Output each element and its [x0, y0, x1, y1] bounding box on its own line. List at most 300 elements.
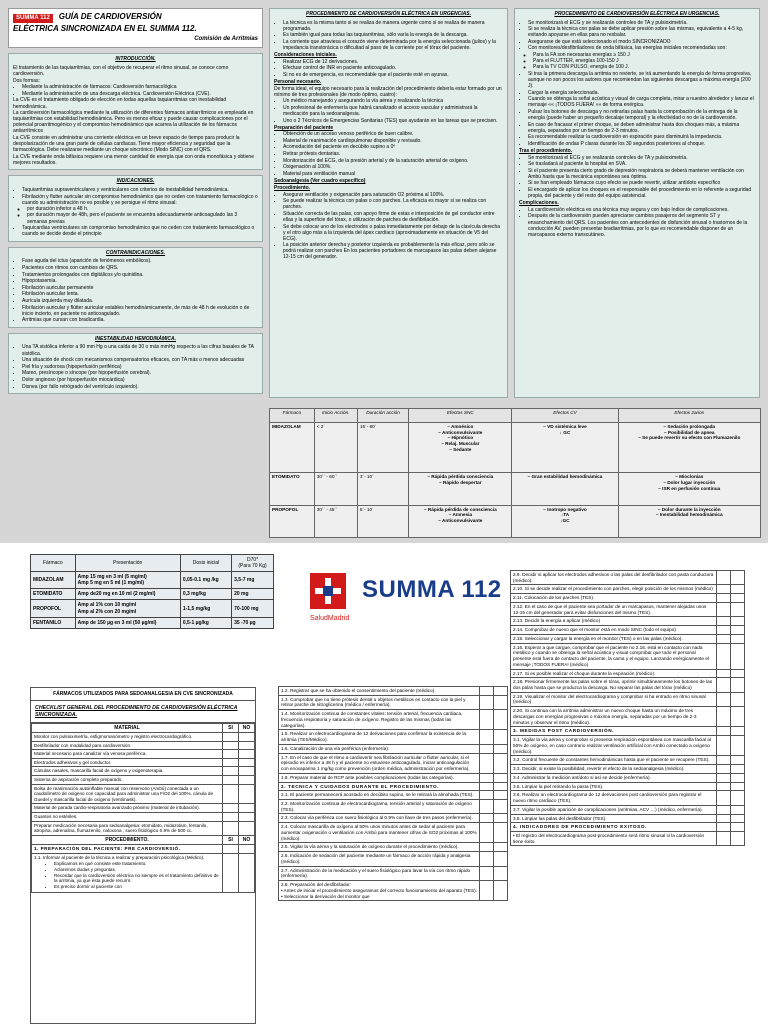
table-cell: – VD sistémica leve ↓ GC [512, 422, 618, 473]
table-row [511, 805, 745, 814]
procedure-item: • La corriente que atraviesa el corazón viene determinada por la energía seleccionada (julios) y la impedancia transtorácica o dificultad al paso de la corriente por el tórax del paciente. [283, 39, 503, 51]
checklist-item: Electrodos adhesivos y gel conductor. [32, 758, 223, 767]
table-cell: 35 -70 µg [232, 617, 274, 628]
checklist-item: 3.4. Administrar la medición antídoto si así se decide (enfermería). [511, 773, 717, 782]
procedure-step: • Asegurar ventilación y oxigenación para saturación O2 próxima al 100%. [283, 192, 503, 198]
table-header-row [32, 724, 255, 733]
prep-item: • Obtención de un acceso venoso periférico de buen calibre. [283, 131, 503, 137]
checkbox-no[interactable] [239, 741, 255, 750]
checklist-item: 2.7. Administración de la medicación y el suero fisiológico para lavar la vía con ritmo rápido (enfermería). [279, 866, 480, 880]
checkbox-no[interactable] [494, 695, 508, 709]
checkbox-si[interactable] [717, 831, 731, 845]
checkbox-no[interactable] [731, 756, 745, 765]
table-header: SI [223, 835, 239, 844]
indication-subitem: ◦ por duración mayor de 48h, pero el paciente se encuentra adecuadamente anticoagulado las 3 semanas previas [27, 212, 258, 224]
checklist-item: 3.1. Vigilar la vía aérea y comprobar si presenta respiración espontánea con mascarilla facial al 50% de oxígeno, en caso contrario realizar ventilación artificial con Ambú conectado a oxígeno (médico). [511, 736, 717, 756]
instability-section [8, 333, 263, 394]
after-item: • Si el paciente presenta cierto grado de depresión respiratoria se deberá mantener ventilación con Ambú hasta que la mecánica espontánea sea óptima. [528, 168, 755, 180]
procedure-step: • Situación correcta de las palas, con apoyo firme de estas e interposición de gel conductor entre ellas y la superficie del tórax, o utilización de parches de desfibrilación. [283, 211, 503, 223]
staff-item: • Un profesional de enfermería que habrá canalizado el acceso vascular y administrará la medicación para la sedoanalgesia. [283, 105, 503, 117]
intro-paragraph: La CVE consiste en administrar una corriente eléctrica en un breve espacio de tiempo para producir la despolarización de una gran parte de células cardíacas. Tiene mayor eficiencia y seguridad que la farmacológica. Debe realizarse mediante un choque sincrónico (Modo SINC) con el QRS. [13, 135, 240, 154]
table-row [511, 773, 745, 782]
checkbox-si[interactable] [480, 866, 494, 880]
checkbox-si[interactable] [717, 782, 731, 791]
table-row [511, 634, 745, 643]
table-row [270, 422, 761, 473]
checkbox-si[interactable] [717, 814, 731, 823]
saludmadrid-label: SaludMadrid [310, 615, 350, 622]
checklist-item: Material de parada cardio-respiratoria avanzado próximo (material de intubación). [32, 804, 223, 813]
checkbox-si[interactable] [480, 773, 494, 782]
guide-page-2 [0, 549, 768, 1024]
table-row [32, 804, 255, 813]
staff-heading: Personal necesario. [274, 78, 322, 85]
procedure-item: • En caso de fracasar el primer choque, se deben administrar hasta dos choques más, a máxima energía, separados por un tiempo de 2-3 minutos. [528, 122, 755, 134]
table-header: Efectos SNC [409, 409, 512, 423]
checkbox-no[interactable] [494, 773, 508, 782]
checkbox-si[interactable] [717, 643, 731, 669]
table-row [279, 852, 508, 866]
checkbox-no[interactable] [731, 805, 745, 814]
checkbox-si[interactable] [223, 853, 239, 892]
intro-section [8, 53, 263, 170]
checkbox-no[interactable] [494, 814, 508, 823]
table-row [511, 727, 745, 736]
indication-item: • Taquiarritmias supraventriculares y ventriculares con criterios de inestabilidad hemodinámica. [22, 187, 258, 193]
table-header: PROCEDIMIENTO. [32, 835, 223, 844]
checklist-item: 2.19. Visualizar el monitor del electrocardiograma y comprobar si ha entrado en ritmo sinusal (médico) [511, 692, 717, 706]
procedure-item: • Si se realiza la técnica con palas se debe aplicar presión sobre las mismas, equivalente a 4-5 kg, evitando apoyarse en ellas para no resbalar. [528, 26, 755, 38]
checklist-item: 2.4. Colocar mascarilla de oxígeno al 50% unos minutos antes de sedar al paciente para aumentar oxigenación o ventilación con Ambú para mantener cifras de SO2 próximas al 100% (médico). [279, 823, 480, 843]
checkbox-si[interactable] [717, 571, 731, 585]
procedure-item: • Identificación de ondas P claras durante los 30 segundos posteriores al choque. [528, 141, 755, 147]
checkbox-si[interactable] [717, 756, 731, 765]
table-row [279, 687, 508, 696]
after-item: • Se trasladará al paciente la hospital en SVA. [528, 161, 755, 167]
checkbox-no[interactable] [731, 765, 745, 774]
checklist-item [32, 853, 223, 892]
procedure-continued-section [514, 8, 760, 398]
procedure-item: • La técnica es la misma tanto si se realiza de manera urgente como si se realiza de manera programada. [283, 20, 503, 32]
checkbox-no[interactable] [731, 626, 745, 635]
checkbox-no[interactable] [731, 669, 745, 678]
checkbox-no[interactable] [731, 643, 745, 669]
checkbox-si[interactable] [480, 744, 494, 753]
table-cell: 3´- 10´ [357, 473, 408, 505]
checkbox-no[interactable] [494, 744, 508, 753]
checkbox-si[interactable] [480, 823, 494, 843]
checkbox-no[interactable] [239, 813, 255, 822]
table-row [279, 866, 508, 880]
checklist-item: 1.8. Preparar material de RCP ante posibles complicaciones (todas las categorías). [279, 773, 480, 782]
table-cell: 1-1,5 mg/kg [180, 600, 231, 617]
table-row [511, 765, 745, 774]
checklist-item: Desfibrilador con modalidad para cardioversión. [32, 741, 223, 750]
contraindication-item: • Aurícula izquierda muy dilatada. [22, 298, 258, 304]
prep-item: • Monitorización del ECG, de la presión arterial y de la saturación arterial de oxígeno. [283, 158, 503, 164]
checklist-item: 2.20. Si continua con la arritmia administrar un nuevo choque hasta un máximo de tres descargas con energías progresivas o máxima energía, separadas por un tiempo de 2-3 minutos y observar el ritmo (médico). [511, 707, 717, 727]
checkbox-no[interactable] [494, 791, 508, 800]
checkbox-no[interactable] [239, 776, 255, 785]
checkbox-no[interactable] [494, 753, 508, 773]
checkbox-no[interactable] [731, 634, 745, 643]
checkbox-si[interactable] [717, 773, 731, 782]
checklist-subitem: • Aclaremos dudas y preguntas. [54, 867, 220, 873]
checkbox-no[interactable] [494, 881, 508, 901]
checkbox-si[interactable] [717, 765, 731, 774]
table-header-row [270, 409, 761, 423]
table-cell: 30´´ - 45´´ [314, 505, 357, 537]
checkbox-si[interactable] [480, 852, 494, 866]
sedoanalgesia-drugs-caption: FÁRMACOS UTILIZADOS PARA SEDOANALGESIA EN CVE SINCRONIZADA [31, 688, 255, 701]
checkbox-si[interactable] [223, 813, 239, 822]
table-header-row [32, 835, 255, 844]
table-row [511, 643, 745, 669]
checkbox-si[interactable] [223, 821, 239, 835]
checkbox-no[interactable] [731, 736, 745, 756]
contraindication-item: • Fibrilación auricular permanente [22, 285, 258, 291]
checkbox-no[interactable] [494, 710, 508, 730]
table-row [32, 844, 255, 853]
checkbox-si[interactable] [223, 750, 239, 759]
checklist-middle-column [278, 686, 508, 1024]
sedoanalgesia-heading: Sedoanalgesia (Ver cuadro específico) [274, 177, 366, 184]
table-cell: Amp de 150 µg en 3 ml (50 µg/ml) [75, 617, 180, 628]
checkbox-si[interactable] [480, 730, 494, 744]
table-row [279, 782, 508, 791]
table-cell: PROPOFOL [270, 505, 315, 537]
checklist-item: 1.3. Comprobar que no tiene prótesis dental u objetos metálicos en contacto con la piel y retirar parche de nitroglicerina (médico / enfermería). [279, 695, 480, 709]
checkbox-si[interactable] [480, 814, 494, 823]
checklist-group: 2. TECNICA Y CUIDADOS DURANTE EL PROCEDIMIENTO. [279, 782, 480, 791]
checklist-item: 2.14. Comprobar de nuevo que el monitor está en modo SINC (todo el equipo) [511, 626, 717, 635]
checkbox-no[interactable] [494, 823, 508, 843]
checklist-item: 2.18. Presionar firmemente las palas sobre el tórax, oprimir simultáneamente los botones de las dos palas hasta que se produzca la descarga. No separar las palas del tórax (médico) [511, 678, 717, 692]
table-cell: – Dolor durante la inyección – Inestabilidad hemodinámica [618, 505, 760, 537]
checkbox-si[interactable] [717, 791, 731, 805]
table-row [32, 750, 255, 759]
indication-item: • Fibrilación y flutter auricular sin compromiso hemodinámico que no ceden con tratamiento farmacológico o cuando su administración no es posible y se persigue el ritmo sinusal: [22, 194, 258, 206]
table-cell: 5´- 10´ [357, 505, 408, 537]
table-row [279, 814, 508, 823]
checkbox-no[interactable] [239, 750, 255, 759]
checkbox-si[interactable] [717, 626, 731, 635]
table-row [32, 776, 255, 785]
procedure-item: • Es recomendable realizar la cardioversión en espiración pues disminuirá la impedancia. [528, 134, 755, 140]
considerations-heading: Consideraciones iniciales. [274, 52, 337, 59]
table-header: Presentación [75, 555, 180, 572]
table-row [511, 602, 745, 616]
table-cell: – Sedación prolongada – Posibilidad de apnea – Se puede revertir su efecto con Flumazenilo [618, 422, 760, 473]
summa-brand [310, 569, 510, 639]
procedure-step: • La posición anterior derecha y posterior izquierda es probablemente la más eficaz, pero sólo se podrá realizar con parches En los pacientes portadores de marcapasos las palas deben alejarse 12-15 cm del generador. [283, 242, 503, 260]
table-row [32, 813, 255, 822]
checkbox-no[interactable] [494, 866, 508, 880]
table-row [511, 782, 745, 791]
table-cell: 15´- 80´ [357, 422, 408, 473]
checklist-column [30, 687, 256, 1024]
instability-title: INESTABILIDAD HEMODINÁMICA. [94, 335, 176, 342]
checklist-item: 3.8. Limpiar las palas del desfibrilador (TES). [511, 814, 717, 823]
checkbox-no[interactable] [239, 758, 255, 767]
contraindications-title: CONTRAINDICACIONES. [105, 249, 166, 256]
checkbox-si[interactable] [223, 784, 239, 804]
table-header: Duración acción [357, 409, 408, 423]
staff-item: • Uno o 2 Técnicos de Emergencias Sanitarias (TES) que ayudarán en las tareas que se precisen. [283, 118, 503, 124]
checkbox-si[interactable] [223, 776, 239, 785]
table-cell: – Mioclonías – Dolor lugar inyección – ISR en perfusión continua [618, 473, 760, 505]
checklist-item: 2.11. Colocación de los parches (TES). [511, 594, 717, 603]
consideration-item: • Efectuar control de INR en paciente anticoagulado. [283, 65, 503, 71]
checkbox-si[interactable] [480, 687, 494, 696]
table-row [32, 784, 255, 804]
table-row [511, 669, 745, 678]
checkbox-si[interactable] [717, 634, 731, 643]
checkbox-no[interactable] [731, 602, 745, 616]
table-cell: < 2´ [314, 422, 357, 473]
checkbox-no[interactable] [731, 782, 745, 791]
intro-paragraph: La CVE es el tratamiento obligado de elección en todas aquellas taquiarritmias con inestabilidad hemodinámica. [13, 97, 227, 110]
checklist-item: 2.1. El paciente permanecerá acostado en decúbito supino, se le retirará la almohada (TES). [279, 791, 480, 800]
checklist-group: 4. INDICADORES DE PROCEDIMIENTO EXITOSO. [511, 823, 717, 832]
checkbox-si[interactable] [480, 753, 494, 773]
table-cell: Amp de20 mg en 10 ml (2 mg/ml) [75, 589, 180, 600]
table-row [270, 505, 761, 537]
checklist-item: 2.15. Seleccionar y cargar la energía en el monitor (TES) o en las palas (médico). [511, 634, 717, 643]
intro-paragraph: El tratamiento de las taquiarritmias, con el objetivo de recuperar el ritmo sinusal, se conoce como cardioversión. [13, 64, 229, 78]
checklist-item: • El registro del electrocardiograma post-procedimiento será ritmo sinusal si la cardioversión tiene éxito. [511, 831, 717, 845]
instability-item: • Mareo, presíncope o síncope (por hipoperfusión cerebral). [22, 370, 258, 376]
table-cell: – Amnésico – Anticonvulsivante – Hipnótico – Relaj. Muscular – Sedante [409, 422, 512, 473]
checkbox-no [731, 823, 745, 832]
checkbox-si[interactable] [480, 881, 494, 901]
checklist-item: 2.10. Si se decide realizar el procedimiento con parches, elegir posición de los mismos (médico) [511, 585, 717, 594]
table-cell: 20 mg [232, 589, 274, 600]
checklist-item: 2.6. Indicación de sedación del paciente mediante un fármaco de acción rápida y analgesia (médico). [279, 852, 480, 866]
procedure-continued-title: PROCEDIMIENTO DE CARDIOVERSIÓN ELÉCTRICA EN URGENCIAS. [554, 11, 720, 17]
checkbox-si[interactable] [717, 805, 731, 814]
table-row [511, 678, 745, 692]
checkbox-no[interactable] [731, 594, 745, 603]
checklist-item: 2.13. Decidir la energía a aplicar (médico) [511, 617, 717, 626]
table-row [31, 589, 274, 600]
checkbox-no[interactable] [731, 707, 745, 727]
table-cell: 0,3 mg/kg [180, 589, 231, 600]
checklist-subitem: • Recordar que la cardioversión eléctrica no siempre es el tratamiento definitivo de la arritmia, ya que ésta puede recurrir. [54, 873, 220, 884]
checklist-item: 2.5. Vigilar la vía aérea y la saturación de oxígeno durante el procedimiento (médico). [279, 843, 480, 852]
checkbox-si[interactable] [717, 707, 731, 727]
checkbox-no[interactable] [239, 821, 255, 835]
intro-title: INTRODUCCIÓN. [115, 56, 156, 63]
checkbox-no[interactable] [494, 730, 508, 744]
complication-item: • La cardioversión eléctrica es una técnica muy segura y con bajo índice de complicaciones. [528, 207, 755, 213]
table-row [511, 736, 745, 756]
table-row [31, 572, 274, 589]
checkbox-si[interactable] [480, 791, 494, 800]
table-row [279, 773, 508, 782]
checkbox-no[interactable] [731, 617, 745, 626]
checkbox-no[interactable] [731, 791, 745, 805]
contraindication-item: • Fibrilación auricular y flútter auricular estables hemodinámicamente, de más de 48 h de evolución o de inicio incierto, en paciente no anticoagulado. [22, 305, 258, 317]
column-1 [8, 8, 263, 538]
checkbox-no[interactable] [731, 678, 745, 692]
intro-item: • Mediante la administración de una descarga eléctrica. Cardioversión Eléctrica (CVE). [22, 91, 258, 97]
checkbox-no[interactable] [494, 800, 508, 814]
table-row [511, 692, 745, 706]
table-header: D70* (Para 70 Kg) [232, 555, 274, 572]
table-row [32, 758, 255, 767]
table-row [511, 756, 745, 765]
procedure-item: • Es también igual para todas las taquiarritmias, sólo varía la energía de la descarga. [283, 32, 503, 38]
checklist-item: 2.17. Si es posible realizar el choque durante la espiración (médico). [511, 669, 717, 678]
table-row [279, 843, 508, 852]
table-header: MATERIAL [32, 724, 223, 733]
checkbox-no[interactable] [731, 571, 745, 585]
table-cell: 0,05-0.1 mg /kg [180, 572, 231, 589]
checkbox-si[interactable] [480, 843, 494, 852]
table-row [511, 585, 745, 594]
table-row [279, 753, 508, 773]
consideration-item: • Realizar ECG de 12 derivaciones. [283, 59, 503, 65]
checkbox-si[interactable] [223, 758, 239, 767]
checkbox-si[interactable] [717, 594, 731, 603]
table-cell: Amp 15 mg en 3 ml (5 mg/ml) Amp 5 mg en 5 ml (1 mg/ml) [75, 572, 180, 589]
checklist-item: Sistema de aspiración completo preparado. [32, 776, 223, 785]
checkbox-no[interactable] [239, 784, 255, 804]
checkbox-no[interactable] [731, 831, 745, 845]
complication-item: • Después de la cardioversión pueden apreciarse cambios pasajeros del segmento ST y ensanchamiento del QRS. Los pacientes con antecedentes de disfunción sinusal o trastornos de la conducción AV, pueden presentar bradiarritmias, por lo que es recomendable disponer de un marcapasos externo transcutáneo. [528, 213, 755, 237]
instability-item: • Disnea (por fallo retrógrado del ventrículo izquierdo). [22, 384, 258, 390]
checkbox-no[interactable] [239, 733, 255, 742]
checklist-subitem: • Explicamos en qué consiste este tratamiento. [54, 861, 220, 867]
checklist-item: 1.6. Canalización de una vía periférica (enfermería). [279, 744, 480, 753]
instability-item: • Una situación de shock con mecanismos compensatorios eficaces, con TA más o menos adecuadas [22, 357, 258, 363]
staff-paragraph: De forma ideal, el equipo necesario para la realización del procedimiento debería estar formado por un mínimo de tres profesionales (de modo óptimo, cuatro): [274, 85, 502, 98]
checklist-item: 2.12. En el caso de que el paciente sea portador de un marcapasos, mantener alejadas unos 12-15 cm del generador para evitar disfunciones del mismo (TES). [511, 602, 717, 616]
table-row [279, 881, 508, 901]
checkbox-si[interactable] [717, 617, 731, 626]
checkbox-no[interactable] [731, 773, 745, 782]
prep-item: • Material para ventilación manual [283, 171, 503, 177]
table-cell: PROPOFOL [31, 600, 76, 617]
table-header: Inicio Acción. [314, 409, 357, 423]
checkbox-no[interactable] [239, 767, 255, 776]
checkbox-si[interactable] [480, 800, 494, 814]
checkbox-si[interactable] [480, 710, 494, 730]
checkbox-si[interactable] [717, 585, 731, 594]
summa-logo: SUMMA 112 [13, 14, 53, 23]
table-row [279, 710, 508, 730]
checkbox-si[interactable] [223, 741, 239, 750]
prep-item: • Oxigenación al 100%. [283, 164, 503, 170]
checkbox-no[interactable] [494, 687, 508, 696]
table-row [279, 744, 508, 753]
checkbox-si[interactable] [223, 767, 239, 776]
procedure-item: • Si tras la primera descarga la arritmia no revierte, se irá aumentando la energía de forma progresiva, aunque no son pocos los autores que recomiendan las siguientes descargas a máxima energía (200 J). [528, 71, 755, 89]
table-cell: 3,5-7 mg [232, 572, 274, 589]
procedure-item: • Pulsar los botones de descarga y no retirarlas palas hasta la comprobación de la entrega de la energía (puede haber un pequeño decalaje temporal) y la efectividad o no de la cardioversión. [528, 109, 755, 121]
contraindication-item: • Arritmias que cursan con bradicardia. [22, 317, 258, 323]
table-row [32, 767, 255, 776]
checklist-item: Bolsa de reanimación autoinflable manual con reservorio (Ambú) conectada a un caudalímetro de oxígeno con capacidad para administrar una FiO2 del 100%, cánula de Guedel y mascarilla facial de oxígeno (ventimask). [32, 784, 223, 804]
table-row [511, 594, 745, 603]
checkbox-si[interactable] [717, 678, 731, 692]
checkbox-si[interactable] [717, 602, 731, 616]
energy-item: ◦ Para el FLUTTER, energías 100-150 J [533, 58, 755, 64]
checklist-item: Preparar medicación necesaria para sedoanalgesia: etomidato, midazolam, fentanilo, atropina, adrenalina, flumazenilo, naloxona , suero fisiológico 0.9% de 500 cc. [32, 821, 223, 835]
checkbox-si[interactable] [223, 733, 239, 742]
table-cell: – Gran estabilidad hemodinámica [512, 473, 618, 505]
checkbox-no[interactable] [494, 843, 508, 852]
table-cell: FENTANILO [31, 617, 76, 628]
checkbox-si[interactable] [717, 692, 731, 706]
checkbox-no[interactable] [239, 804, 255, 813]
checkbox-no[interactable] [239, 853, 255, 892]
table-row [31, 617, 274, 628]
table-row [270, 473, 761, 505]
procedure-section [269, 8, 508, 398]
table-header: Dosis inicial [180, 555, 231, 572]
table-cell: MIDAZOLAM [31, 572, 76, 589]
guide-title-line2: ELÉCTRICA SINCRONIZADA EN EL SUMMA 112. [13, 24, 197, 34]
contraindications-section [8, 247, 263, 328]
contraindication-item: • Tratamientos prolongados con digitálicos y/o quinidina. [22, 272, 258, 278]
table-row [511, 626, 745, 635]
procedure-item: • Se monitorizará el ECG y se realizarán controles de TA y pulsioximetría. [528, 20, 755, 26]
table-cell: 30´´ - 60´´ [314, 473, 357, 505]
checkbox-no [494, 782, 508, 791]
table-cell: 0,5-1 µg/kg [180, 617, 231, 628]
table-row [511, 617, 745, 626]
instability-item: • Una TA sistólica inferior a 90 mm Hg o una caída de 30 o más mmHg respecto a las cifras basales de TA sistólica. [22, 344, 258, 356]
procedure-step: • Se puede realizar la técnica con palas o con parches. La eficacia es mayor si se realiza con parches. [283, 198, 503, 210]
checkbox-si[interactable] [717, 736, 731, 756]
table-header: Efectos CV [512, 409, 618, 423]
checkbox-si[interactable] [717, 669, 731, 678]
procedure-title: PROCEDIMIENTO DE CARDIOVERSIÓN ELÉCTRICA EN URGENCIAS. [305, 11, 471, 17]
summa-logo-icon [310, 573, 346, 609]
checklist-title: CHECKLIST GENERAL DEL PROCEDIMIENTO DE CARDIOVERSIÓN ELÉCTRICA SINCRONIZADA. [31, 701, 255, 723]
table-row [32, 821, 255, 835]
checkbox-si[interactable] [223, 804, 239, 813]
checkbox-no[interactable] [731, 814, 745, 823]
checkbox-no[interactable] [494, 852, 508, 866]
checklist-item: 3.7. Vigilar la posible aparición de complicaciones (arritmias, ACV …) (médico, enfermería). [511, 805, 717, 814]
guide-subtitle: Comisión de Arritmias [194, 36, 258, 43]
table-cell: ETOMIDATO [31, 589, 76, 600]
checklist-right-column [510, 570, 745, 1024]
intro-paragraph: Dos formas: [13, 77, 40, 84]
checklist-item: 1.7. En el caso de que el ritmo a cardiovertir sea fibrilación auricular o flutter auricular, si el episodio es inferior a 48 h y el paciente no estuviese anticoagulado, iniciar anticoagulación con enoxaparina 1 mg/kg como prevención (orden médica, administración por enfermería). [279, 753, 480, 773]
table-cell: – Inotropo negativo ↓TA ↓GC [512, 505, 618, 537]
energy-item: ◦ Para la FA son necesarias energías ≥ 150 J [533, 52, 755, 58]
checkbox-si [717, 727, 731, 736]
checklist-item: Cánulas nasales, mascarilla facial de oxígeno y oxigenoterapia. [32, 767, 223, 776]
checkbox-no[interactable] [731, 692, 745, 706]
complications-heading: Complicaciones. [519, 200, 559, 207]
table-row [279, 695, 508, 709]
table-row [279, 823, 508, 843]
table-row [279, 800, 508, 814]
contraindication-item: • Fibrilación auricular lenta. [22, 291, 258, 297]
procedure-checklist-table-continued [510, 570, 745, 846]
table-row [511, 707, 745, 727]
table-row [511, 791, 745, 805]
checkbox-no[interactable] [731, 585, 745, 594]
consideration-item: • Si no es de emergencia, es recomendable que el paciente esté en ayunas. [283, 72, 503, 78]
checkbox-si[interactable] [480, 695, 494, 709]
table-header: NO [239, 835, 255, 844]
